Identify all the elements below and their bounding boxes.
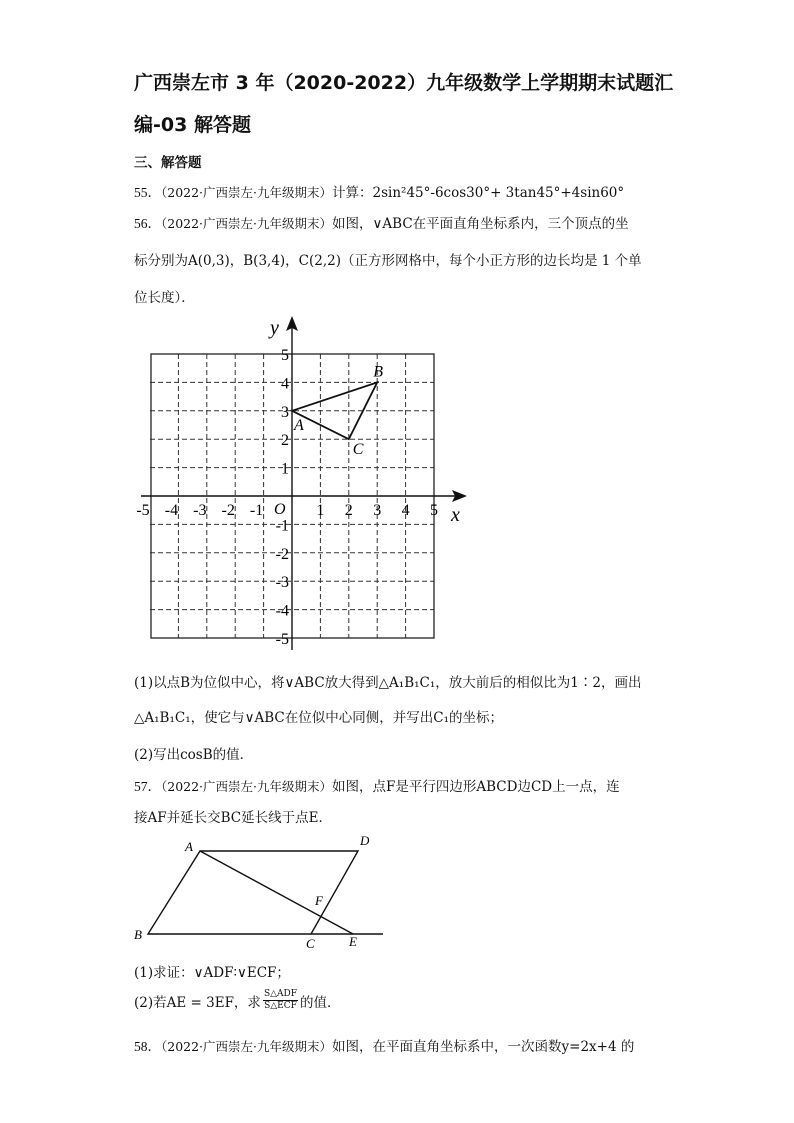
- y-tick-label: -2: [275, 545, 289, 563]
- y-tick-label: -5: [275, 631, 289, 648]
- x-tick-label: -5: [136, 502, 150, 519]
- x-tick-label: -3: [193, 502, 207, 519]
- part2-prefix: (2)若AE = 3EF，求: [134, 994, 261, 1011]
- question-55: [134, 181, 624, 201]
- label-a: A: [185, 839, 193, 854]
- coordinate-grid-figure: [135, 310, 475, 655]
- question-number: 58．: [134, 1039, 161, 1054]
- x-tick-label: -2: [221, 502, 235, 519]
- question-number: 55．: [134, 185, 161, 200]
- segment-ae: [200, 851, 353, 934]
- label-f: F: [315, 893, 323, 908]
- label-d: D: [360, 833, 370, 848]
- question-56-line3: 位长度）．: [134, 290, 195, 306]
- question-source: （2022·广西崇左·九年级期末）: [161, 779, 333, 794]
- y-tick-label: 2: [281, 432, 289, 450]
- x-tick-label: 4: [401, 502, 410, 519]
- question-58: [134, 1035, 634, 1055]
- parallelogram-abcd: [148, 851, 358, 934]
- y-tick-label: 3: [281, 403, 289, 421]
- question-57-part1: (1)求证：∨ADF∶∨ECF；: [134, 965, 290, 981]
- question-56-line2: 标分别为A(0,3)，B(3,4)，C(2,2)（正方形网格中，每个小正方形的边长均是 1 个单: [134, 253, 642, 269]
- y-tick-label: 5: [281, 347, 289, 364]
- y-tick-label: -1: [275, 517, 289, 535]
- y-tick-label: 4: [281, 375, 289, 393]
- y-axis-label: y: [270, 317, 279, 339]
- question-57-line1: [134, 775, 620, 795]
- y-tick-label: -3: [275, 574, 289, 592]
- question-56-part1-line1: (1)以点B为位似中心，将∨ABC放大得到△A₁B₁C₁，放大前后的相似比为1∶2，画出: [134, 675, 642, 691]
- parallelogram-figure: [130, 830, 390, 950]
- question-57-part2: [134, 989, 340, 1012]
- question-57-line2: 接AF并延长交BC延长线于点E．: [134, 810, 332, 826]
- label-b: B: [134, 927, 142, 942]
- question-text: 如图，∨ABC在平面直角坐标系内，三个顶点的坐: [332, 216, 629, 232]
- y-tick-label: 1: [281, 460, 289, 478]
- label-c: C: [306, 936, 315, 950]
- document-title-line1: 广西崇左市 3 年（2020-2022）九年级数学上学期期末试题汇: [134, 72, 674, 94]
- question-56-part1-line2: △A₁B₁C₁，使它与∨ABC在位似中心同侧，并写出C₁的坐标；: [134, 710, 503, 726]
- fraction-denominator: S△ECF: [264, 1001, 297, 1011]
- area-ratio-fraction: [263, 989, 298, 1012]
- question-number: 56．: [134, 216, 161, 231]
- question-56-line1: [134, 212, 629, 232]
- question-source: （2022·广西崇左·九年级期末）: [161, 185, 333, 200]
- x-tick-label: 3: [373, 502, 382, 519]
- question-number: 57．: [134, 779, 161, 794]
- label-e: E: [349, 934, 357, 949]
- fraction-numerator: S△ADF: [263, 989, 297, 999]
- x-tick-label: 1: [316, 502, 325, 519]
- point-label-a: A: [294, 416, 304, 434]
- question-56-part2: (2)写出cosB的值．: [134, 747, 254, 763]
- section-heading: 三、解答题: [134, 155, 202, 171]
- x-tick-label: 5: [430, 502, 438, 519]
- point-label-c: C: [352, 441, 364, 459]
- x-axis-label: x: [451, 504, 460, 526]
- y-tick-label: -4: [275, 602, 289, 620]
- x-tick-label: -1: [249, 502, 264, 519]
- x-tick-label: 2: [344, 502, 353, 519]
- question-text: 如图，点F是平行四边形ABCD边CD上一点，连: [332, 779, 620, 795]
- y-tick-labels: [276, 347, 289, 648]
- part2-suffix: 的值．: [299, 994, 341, 1011]
- question-source: （2022·广西崇左·九年级期末）: [161, 216, 333, 231]
- document-title-line2: 编-03 解答题: [134, 114, 251, 136]
- question-text: 计算：2sin²45°-6cos30°+ 3tan45°+4sin60°: [332, 185, 625, 201]
- question-text: 如图，在平面直角坐标系中，一次函数y=2x+4 的: [332, 1039, 635, 1055]
- origin-label: O: [274, 501, 286, 518]
- x-tick-label: -4: [164, 502, 179, 519]
- question-source: （2022·广西崇左·九年级期末）: [161, 1039, 333, 1054]
- point-label-b: B: [373, 363, 383, 381]
